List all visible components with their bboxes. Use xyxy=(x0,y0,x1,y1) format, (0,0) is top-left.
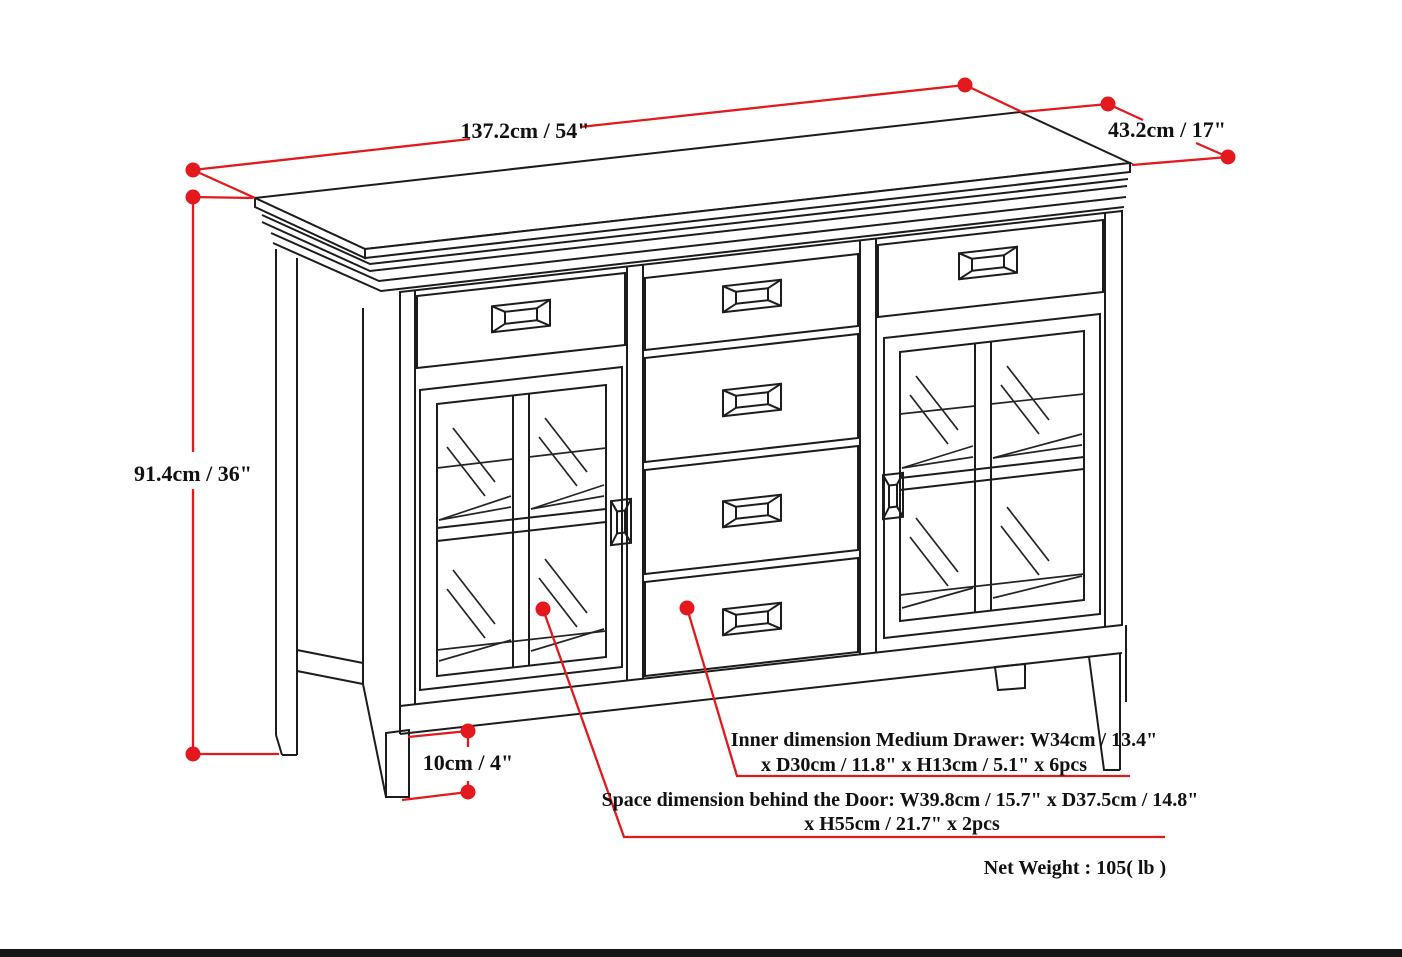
door-annotation-line1: Space dimension behind the Door: W39.8cm / 15.7" x D37.5cm / 14.8" xyxy=(601,789,1199,811)
cabinet-drawing xyxy=(255,112,1130,797)
top-width-label: 137.2cm / 54" xyxy=(460,118,590,143)
drawer-annotation-line1: Inner dimension Medium Drawer: W34cm / 13.4" xyxy=(730,729,1158,751)
drawer-annotation-line2: x D30cm / 11.8" x H13cm / 5.1" x 6pcs xyxy=(760,754,1088,776)
dimension-leg-height xyxy=(402,724,513,801)
cabinet-left-side xyxy=(276,249,386,797)
leg-height-label: 10cm / 4" xyxy=(422,750,514,775)
dimension-height xyxy=(134,190,279,762)
height-label: 91.4cm / 36" xyxy=(134,461,252,486)
net-weight-label: Net Weight : 105( lb ) xyxy=(983,857,1167,879)
door-annotation-line2: x H55cm / 21.7" x 2pcs xyxy=(804,813,1000,835)
top-depth-label: 43.2cm / 17" xyxy=(1108,117,1226,142)
footer-bar xyxy=(0,949,1402,957)
